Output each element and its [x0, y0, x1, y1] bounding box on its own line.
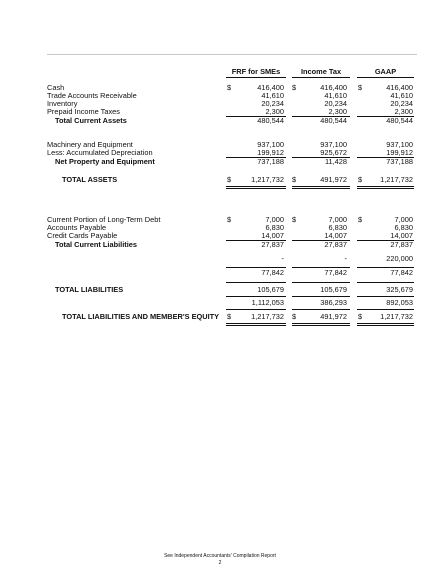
subtotal-rule	[226, 309, 286, 310]
row-total-assets	[0, 176, 440, 185]
row-label: Total Current Assets	[55, 116, 127, 125]
row-total-current-liabilities	[0, 241, 440, 250]
value-income-tax: 491,972	[320, 312, 347, 321]
value-frf: 2,300	[265, 107, 284, 116]
value-frf: 1,112,053	[251, 298, 284, 307]
value-gaap: 1,217,732	[380, 175, 413, 184]
currency-sign: $	[292, 83, 297, 92]
value-gaap: 892,053	[386, 298, 413, 307]
value-gaap: 220,000	[386, 254, 413, 263]
value-gaap: 737,188	[386, 157, 413, 166]
value-gaap: 325,679	[386, 285, 413, 294]
value-frf: 416,400	[257, 83, 284, 92]
subtotal-rule	[226, 282, 286, 283]
double-rule	[226, 188, 286, 189]
page-number: 2	[218, 560, 222, 566]
row-label: TOTAL LIABILITIES AND MEMBER'S EQUITY	[62, 312, 220, 321]
value-frf: 1,217,732	[251, 312, 284, 321]
double-rule	[226, 323, 286, 324]
row-label: Credit Cards Payable	[47, 231, 118, 240]
value-gaap: 480,544	[386, 116, 413, 125]
currency-sign: $	[292, 215, 297, 224]
value-income-tax: 6,830	[328, 223, 347, 232]
value-gaap: 6,830	[394, 223, 413, 232]
double-rule	[292, 323, 350, 324]
row-long-term	[0, 269, 440, 278]
row-label: Less: Accumulated Depreciation	[47, 148, 153, 157]
value-frf: 77,842	[261, 268, 284, 277]
row-label: Accounts Payable	[47, 223, 107, 232]
value-frf: 1,217,732	[251, 175, 284, 184]
currency-sign: $	[292, 312, 297, 321]
value-frf: 41,610	[261, 91, 284, 100]
value-income-tax: 416,400	[320, 83, 347, 92]
currency-sign: $	[227, 215, 232, 224]
value-frf: -	[281, 254, 284, 263]
row-label: Current Portion of Long-Term Debt	[47, 215, 161, 224]
row-equity	[0, 299, 440, 308]
value-income-tax: 41,610	[324, 91, 347, 100]
row-label: Net Property and Equipment	[55, 157, 155, 166]
row-label: TOTAL LIABILITIES	[55, 285, 124, 294]
value-frf: 20,234	[261, 99, 284, 108]
currency-sign: $	[292, 175, 297, 184]
double-rule	[292, 325, 350, 326]
row-net-property	[0, 158, 440, 167]
value-frf: 7,000	[265, 215, 284, 224]
value-income-tax: 77,842	[324, 268, 347, 277]
value-gaap: 416,400	[386, 83, 413, 92]
value-income-tax: -	[344, 254, 347, 263]
value-frf: 937,100	[257, 140, 284, 149]
value-gaap: 27,837	[390, 240, 413, 249]
footer-note: See Independent Accountants' Compilation Report	[164, 553, 276, 559]
value-income-tax: 2,300	[328, 107, 347, 116]
column-header-income-tax: Income Tax	[292, 68, 350, 78]
subtotal-rule	[292, 309, 350, 310]
value-gaap: 1,217,732	[380, 312, 413, 321]
row-total-current-assets	[0, 117, 440, 126]
currency-sign: $	[358, 175, 363, 184]
row-label: Prepaid Income Taxes	[47, 107, 120, 116]
subtotal-rule	[226, 296, 286, 297]
subtotal-rule	[357, 296, 414, 297]
value-income-tax: 14,007	[324, 231, 347, 240]
row-label: Trade Accounts Receivable	[47, 91, 137, 100]
row-unlabeled-liability	[0, 255, 440, 264]
value-income-tax: 20,234	[324, 99, 347, 108]
subtotal-rule	[357, 282, 414, 283]
value-income-tax: 386,293	[320, 298, 347, 307]
currency-sign: $	[227, 83, 232, 92]
value-gaap: 2,300	[394, 107, 413, 116]
top-rule	[47, 54, 417, 55]
currency-sign: $	[358, 215, 363, 224]
double-rule	[357, 325, 414, 326]
value-frf: 480,544	[257, 116, 284, 125]
value-frf: 199,912	[257, 148, 284, 157]
double-rule	[357, 186, 414, 187]
value-gaap: 77,842	[390, 268, 413, 277]
double-rule	[357, 323, 414, 324]
value-frf: 737,188	[257, 157, 284, 166]
double-rule	[226, 325, 286, 326]
value-gaap: 937,100	[386, 140, 413, 149]
currency-sign: $	[358, 312, 363, 321]
row-label: Total Current Liabilities	[55, 240, 137, 249]
value-gaap: 41,610	[390, 91, 413, 100]
value-frf: 105,679	[257, 285, 284, 294]
column-header-gaap: GAAP	[357, 68, 414, 78]
subtotal-rule	[292, 282, 350, 283]
row-label: Machinery and Equipment	[47, 140, 133, 149]
value-income-tax: 925,672	[320, 148, 347, 157]
double-rule	[292, 186, 350, 187]
value-income-tax: 105,679	[320, 285, 347, 294]
value-income-tax: 480,544	[320, 116, 347, 125]
double-rule	[292, 188, 350, 189]
value-gaap: 199,912	[386, 148, 413, 157]
value-frf: 27,837	[261, 240, 284, 249]
column-header-frf: FRF for SMEs	[226, 68, 286, 78]
double-rule	[226, 186, 286, 187]
subtotal-rule	[292, 296, 350, 297]
value-income-tax: 7,000	[328, 215, 347, 224]
currency-sign: $	[358, 83, 363, 92]
row-total-liabilities	[0, 286, 440, 295]
value-gaap: 14,007	[390, 231, 413, 240]
row-total-liabilities-equity	[0, 313, 440, 322]
value-gaap: 7,000	[394, 215, 413, 224]
value-income-tax: 491,972	[320, 175, 347, 184]
value-gaap: 20,234	[390, 99, 413, 108]
double-rule	[357, 188, 414, 189]
row-label: Inventory	[47, 99, 78, 108]
value-income-tax: 27,837	[324, 240, 347, 249]
subtotal-rule	[357, 309, 414, 310]
currency-sign: $	[227, 175, 232, 184]
row-label: TOTAL ASSETS	[62, 175, 118, 184]
value-income-tax: 11,428	[324, 157, 347, 166]
row-label: Cash	[47, 83, 65, 92]
value-frf: 14,007	[261, 231, 284, 240]
value-income-tax: 937,100	[320, 140, 347, 149]
value-frf: 6,830	[265, 223, 284, 232]
currency-sign: $	[227, 312, 232, 321]
